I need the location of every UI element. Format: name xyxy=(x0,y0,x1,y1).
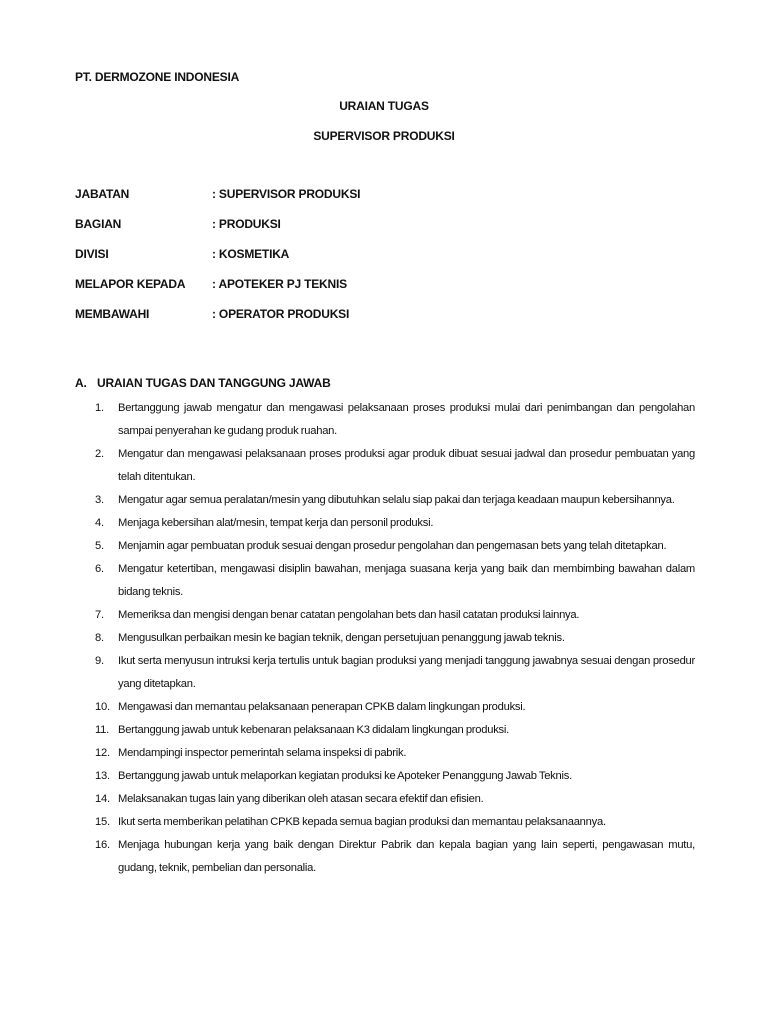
list-item xyxy=(95,443,695,489)
item-number: 11. xyxy=(95,724,109,736)
item-number: 8. xyxy=(95,632,104,644)
item-number: 7. xyxy=(95,609,104,621)
document-subtitle: SUPERVISOR PRODUKSI xyxy=(313,129,455,143)
info-key: MELAPOR KEPADA xyxy=(75,277,186,291)
info-row-melapor-kepada xyxy=(75,277,347,291)
item-text: Mengatur agar semua peralatan/mesin yang dibutuhkan selalu siap pakai dan terjaga keadaan maupun kebersihannya. xyxy=(118,494,675,506)
item-number: 15. xyxy=(95,816,110,828)
list-item xyxy=(95,627,695,650)
list-item xyxy=(95,834,695,880)
company-name: PT. DERMOZONE INDONESIA xyxy=(75,70,240,84)
info-key: BAGIAN xyxy=(75,217,122,231)
info-key: JABATAN xyxy=(75,187,130,201)
list-item xyxy=(95,765,695,788)
info-value: : KOSMETIKA xyxy=(212,247,290,261)
info-value: : APOTEKER PJ TEKNIS xyxy=(212,277,347,291)
item-text: Melaksanakan tugas lain yang diberikan oleh atasan secara efektif dan efisien. xyxy=(118,793,484,805)
info-key: DIVISI xyxy=(75,247,109,261)
item-number: 1. xyxy=(95,402,104,414)
info-value: : OPERATOR PRODUKSI xyxy=(212,307,350,321)
item-text: Ikut serta memberikan pelatihan CPKB kepada semua bagian produksi dan memantau pelaksanaannya. xyxy=(118,816,606,828)
info-value: : SUPERVISOR PRODUKSI xyxy=(212,187,361,201)
item-number: 6. xyxy=(95,563,104,575)
list-item xyxy=(95,650,695,696)
item-text: Mendampingi inspector pemerintah selama inspeksi di pabrik. xyxy=(118,747,407,759)
list-item xyxy=(95,489,695,512)
item-number: 12. xyxy=(95,747,110,759)
item-number: 13. xyxy=(95,770,110,782)
item-text: Mengawasi dan memantau pelaksanaan penerapan CPKB dalam lingkungan produksi. xyxy=(118,701,526,713)
item-text: Menjaga kebersihan alat/mesin, tempat kerja dan personil produksi. xyxy=(118,517,434,529)
item-text: Ikut serta menyusun intruksi kerja tertulis untuk bagian produksi yang menjadi tanggung jawabnya sesuai dengan prosedur yang ditetapkan. xyxy=(118,655,695,690)
item-number: 10. xyxy=(95,701,110,713)
list-item xyxy=(95,535,695,558)
list-item xyxy=(95,811,695,834)
list-item xyxy=(95,558,695,604)
info-row-bagian xyxy=(75,217,281,231)
item-text: Memeriksa dan mengisi dengan benar catatan pengolahan bets dan hasil catatan produksi lainnya. xyxy=(118,609,580,621)
section-letter: A. xyxy=(75,376,87,390)
list-item xyxy=(95,742,695,765)
item-text: Mengusulkan perbaikan mesin ke bagian teknik, dengan persetujuan penanggung jawab teknis. xyxy=(118,632,565,644)
list-item xyxy=(95,788,695,811)
item-number: 4. xyxy=(95,517,104,529)
item-text: Mengatur ketertiban, mengawasi disiplin bawahan, menjaga suasana kerja yang baik dan membimbing bawahan dalam bidang teknis. xyxy=(118,563,695,598)
info-key: MEMBAWAHI xyxy=(75,307,150,321)
info-row-membawahi xyxy=(75,307,349,321)
item-number: 2. xyxy=(95,448,104,460)
duties-list xyxy=(95,397,695,880)
item-number: 9. xyxy=(95,655,104,667)
item-text: Menjamin agar pembuatan produk sesuai dengan prosedur pengolahan dan pengemasan bets yang telah ditetapkan. xyxy=(118,540,667,552)
section-title: URAIAN TUGAS DAN TANGGUNG JAWAB xyxy=(97,376,331,390)
info-value: : PRODUKSI xyxy=(212,217,281,231)
item-text: Menjaga hubungan kerja yang baik dengan Direktur Pabrik dan kepala bagian yang lain seperti, pengawasan mutu, gudang, teknik, pembelian dan personalia. xyxy=(118,839,695,874)
list-item xyxy=(95,512,695,535)
info-row-jabatan xyxy=(75,187,360,201)
list-item xyxy=(95,696,695,719)
item-text: Bertanggung jawab mengatur dan mengawasi pelaksanaan proses produksi mulai dari penimbangan dan pengolahan sampai penyerahan ke gudang produk ruahan. xyxy=(118,402,695,437)
item-number: 3. xyxy=(95,494,104,506)
list-item xyxy=(95,604,695,627)
list-item xyxy=(95,397,695,443)
item-number: 14. xyxy=(95,793,110,805)
item-text: Bertanggung jawab untuk kebenaran pelaksanaan K3 didalam lingkungan produksi. xyxy=(118,724,509,736)
item-text: Bertanggung jawab untuk melaporkan kegiatan produksi ke Apoteker Penanggung Jawab Teknis. xyxy=(118,770,572,782)
list-item xyxy=(95,719,695,742)
item-text: Mengatur dan mengawasi pelaksanaan proses produksi agar produk dibuat sesuai jadwal dan prosedur pembuatan yang telah ditentukan. xyxy=(118,448,695,483)
info-row-divisi xyxy=(75,247,289,261)
section-a-heading xyxy=(75,376,331,390)
document-title: URAIAN TUGAS xyxy=(339,99,429,113)
item-number: 16. xyxy=(95,839,110,851)
item-number: 5. xyxy=(95,540,104,552)
